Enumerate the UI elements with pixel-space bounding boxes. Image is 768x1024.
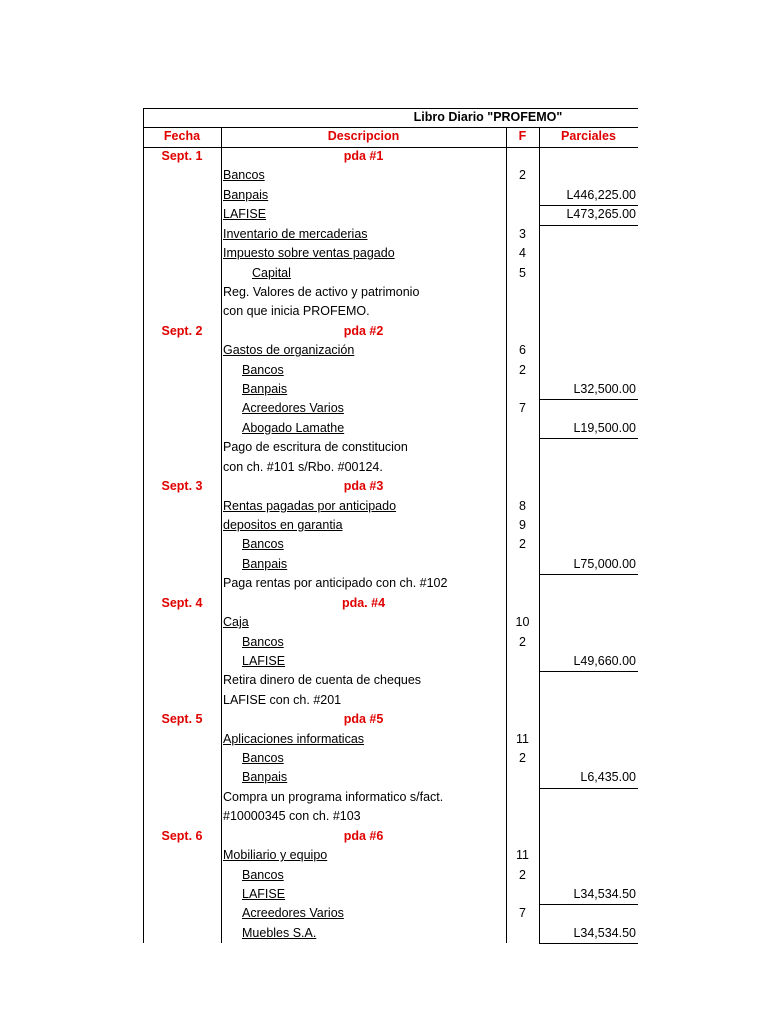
account-name: LAFISE [242, 886, 286, 901]
account-name: Acreedores Varios [242, 906, 344, 921]
partial-amount: L32,500.00 [573, 382, 636, 397]
account-name: LAFISE [242, 653, 286, 668]
partial-amount: L75,000.00 [573, 556, 636, 571]
entry-date: Sept. 3 [161, 479, 203, 494]
table-top-border [143, 108, 638, 109]
partial-amount: L34,534.50 [573, 925, 636, 940]
folio-number: 11 [516, 731, 529, 746]
entry-number: pda. #4 [341, 595, 386, 610]
entry-date: Sept. 2 [161, 323, 203, 338]
account-name: Bancos [242, 867, 284, 882]
entry-description: Pago de escritura de constitucion [223, 440, 408, 455]
amount-underline [539, 574, 638, 575]
amount-underline [539, 399, 638, 400]
column-header-descripcion: Descripcion [327, 129, 400, 143]
folio-number: 2 [519, 867, 526, 882]
column-header-parciales: Parciales [561, 129, 616, 143]
partial-amount: L6,435.00 [580, 770, 636, 785]
account-name: Mobiliario y equipo [223, 848, 328, 863]
folio-number: 5 [519, 265, 526, 280]
amount-underline [539, 904, 638, 905]
folio-number: 2 [519, 634, 526, 649]
page-title: Libro Diario "PROFEMO" [413, 110, 563, 124]
account-name: Capital [252, 265, 291, 280]
folio-number: 11 [516, 848, 529, 863]
entry-description: con que inicia PROFEMO. [223, 304, 370, 319]
account-name: depositos en garantia [223, 517, 343, 532]
header-bottom-border [143, 147, 638, 148]
account-name: Gastos de organización [223, 343, 355, 358]
account-name: Abogado Lamathe [242, 420, 345, 435]
account-name: Muebles S.A. [242, 925, 317, 940]
entry-date: Sept. 1 [161, 149, 203, 163]
entry-number: pda #3 [343, 479, 384, 494]
account-name: Banpais [242, 382, 288, 397]
column-header-fecha: Fecha [163, 129, 201, 143]
column-divider [143, 108, 144, 943]
account-name: Rentas pagadas por anticipado [223, 498, 397, 513]
account-name: Banpais [242, 770, 288, 785]
account-name: Bancos [223, 168, 265, 183]
entry-description: Compra un programa informatico s/fact. [223, 789, 444, 804]
entry-description: #10000345 con ch. #103 [223, 809, 361, 824]
entry-number: pda #2 [343, 323, 384, 338]
entry-date: Sept. 4 [161, 595, 203, 610]
amount-underline [539, 943, 638, 944]
entry-number: pda #1 [343, 149, 384, 163]
partial-amount: L19,500.00 [573, 420, 636, 435]
header-top-border [143, 127, 638, 128]
entry-number: pda #6 [343, 828, 384, 843]
column-header-f: F [518, 129, 527, 143]
folio-number: 2 [519, 168, 526, 183]
account-name: Impuesto sobre ventas pagado [223, 246, 395, 261]
partial-amount: L49,660.00 [573, 653, 636, 668]
entry-description: Reg. Valores de activo y patrimonio [223, 284, 420, 299]
folio-number: 2 [519, 362, 526, 377]
column-divider [539, 127, 540, 943]
account-name: Inventario de mercaderias [223, 226, 368, 241]
folio-number: 2 [519, 537, 526, 552]
folio-number: 7 [519, 401, 526, 416]
entry-description: LAFISE con ch. #201 [223, 692, 342, 707]
entry-description: Paga rentas por anticipado con ch. #102 [223, 576, 448, 591]
account-name: Banpais [242, 556, 288, 571]
column-divider [506, 127, 507, 943]
account-name: LAFISE [223, 207, 267, 222]
entry-number: pda #5 [343, 712, 384, 727]
column-divider [221, 127, 222, 943]
folio-number: 8 [519, 498, 526, 513]
account-name: Bancos [242, 634, 284, 649]
folio-number: 3 [519, 226, 526, 241]
amount-underline [539, 671, 638, 672]
entry-description: Retira dinero de cuenta de cheques [223, 673, 422, 688]
entry-description: con ch. #101 s/Rbo. #00124. [223, 459, 383, 474]
amount-underline [539, 205, 638, 206]
folio-number: 2 [519, 751, 526, 766]
partial-amount: L446,225.00 [566, 187, 636, 202]
entry-date: Sept. 6 [161, 828, 203, 843]
partial-amount: L34,534.50 [573, 886, 636, 901]
account-name: Aplicaciones informaticas [223, 731, 365, 746]
account-name: Caja [223, 615, 249, 630]
folio-number: 6 [519, 343, 526, 358]
account-name: Bancos [242, 362, 284, 377]
account-name: Acreedores Varios [242, 401, 344, 416]
partial-amount: L473,265.00 [566, 207, 636, 222]
folio-number: 9 [519, 517, 526, 532]
folio-number: 7 [519, 906, 526, 921]
account-name: Bancos [242, 537, 284, 552]
amount-underline [539, 788, 638, 789]
entry-date: Sept. 5 [161, 712, 203, 727]
amount-underline [539, 438, 638, 439]
folio-number: 10 [515, 615, 530, 630]
amount-underline [539, 225, 638, 226]
folio-number: 4 [519, 246, 526, 261]
account-name: Bancos [242, 751, 284, 766]
account-name: Banpais [223, 187, 269, 202]
